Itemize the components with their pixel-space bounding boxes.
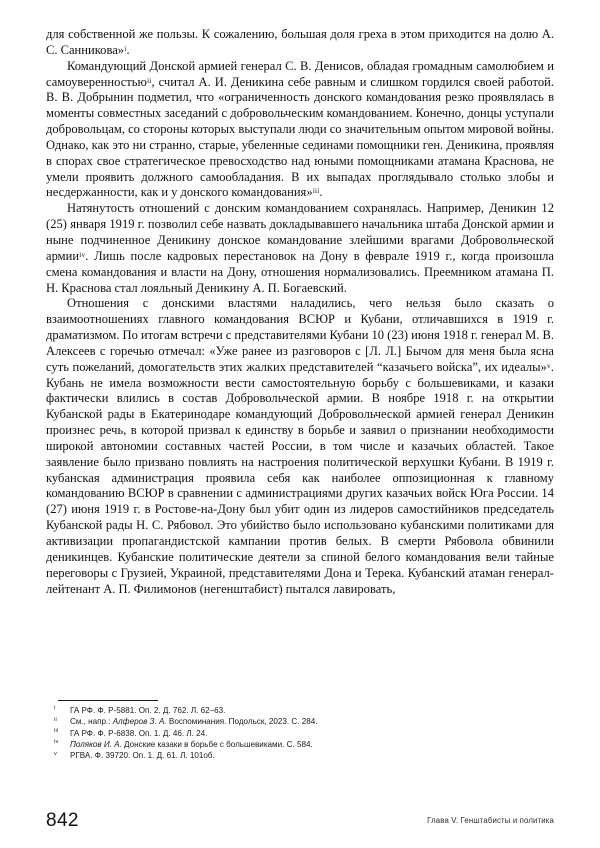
footnote-item-1 (46, 705, 554, 716)
footnote-ref-ii[interactable]: ii (147, 76, 152, 85)
footnote-marker-v: v (54, 750, 57, 757)
footnote-list (46, 705, 554, 762)
footnote-item-5 (46, 750, 554, 761)
paragraph-2 (46, 59, 554, 202)
footnote-ref-iii[interactable]: iii (312, 187, 320, 196)
footnote-text-ii (70, 716, 554, 727)
paragraph-3-text: Натянутость отношений с донским командованием сохранялась. Например, Деникин 12 (25) января 1919 г. позволил себе назвать докладывавшего начальника штаба Донской армии и ныне подчиненное Деникину донское командование злейшими врагами Добровольческой армии (46, 201, 554, 263)
footnote-section (46, 700, 554, 762)
footnote-text-iii (70, 728, 554, 739)
footnote-text-ii-rest: Воспоминания. Подольск, 2023. С. 284. (166, 717, 318, 727)
page-footer (46, 806, 554, 831)
footnote-ref-iv[interactable]: iv (79, 250, 86, 259)
footnote-text-iv (70, 739, 554, 750)
paragraph-1 (46, 27, 554, 59)
footnote-text-v (70, 750, 554, 761)
paragraph-4-text: Отношения с донскими властями наладились, чего нельзя было сказать о взаимоотношениях главного командования ВСЮР и Кубани, отличавшихся в 1919 г. драматизмом. По итогам встречи с представителями Кубани 10 (23) июня 1918 г. генерал М. В. Алексеев с горечью отмечал: «Уже ранее из разговоров с [Л. Л.] Бычом для меня была ясна суть пожеланий, домогательств этих жалких представителей “казачьего войска”, их идеалы» (46, 296, 554, 374)
footnote-marker-iii: iii (54, 727, 59, 734)
paragraph-2-middle: , считал А. И. Деникина себе равным и слишком гордился своей работой. В. В. Добрынин подметил, что «ограниченность донского командования резко проявлялась в моменты совместных заседаний с добровольческим командованием. Конечно, донцы уступали добровольцам, со стороны которых выступали люди со значительным опытом мировой войны. Однако, как это ни странно, старые, убеленные сединами помощники ген. Деникина, проявляя в спорах свое стратегическое превосходство над юными помощниками атамана Краснова, не умели проявить должного самообладания. В их выпадах проглядывало столько злобы и несдержанности, как и у донского командования» (46, 74, 554, 200)
footnote-text-iv-rest: Донские казаки в борьбе с большевиками. С. 584. (121, 740, 313, 750)
paragraph-4 (46, 296, 554, 597)
paragraph-4-tail: . Кубань не имела возможности вести самостоятельную борьбу с большевиками, и казаки фактически влились в состав Добровольческой армии. В ноябре 1918 г. на открытии Кубанской рады в Екатеринодаре командующий Добровольческой армией генерал Деникин произнес речь, в которой призвал к единству в борьбе и заявил о признании необходимости широкой автономии составных частей России, в том числе и казачьих областей. Такое заявление было призвано повлиять на настроения политической верхушки Кубани. В 1919 г. кубанская администрация проявила себя как наиболее оппозиционная к главному командованию ВСЮР в сравнении с администрациями других казачьих войск Юга России. 14 (27) июня 1919 г. в Ростове-на-Дону был убит один из лидеров самостийников председатель Кубанской рады Н. С. Рябовол. Это убийство было использовано кубанскими политиками для активизации пропагандистской кампании против белых. В смерти Рябовола обвинили деникинцев. Кубанские политические деятели за спиной белого командования вели тайные переговоры с Грузией, Украиной, представителями Дона и Терека. Кубанский атаман генерал-лейтенант А. П. Филимонов (негенштабист) пытался лавировать, (46, 359, 554, 596)
footnote-text-v-plain: РГВА. Ф. 39720. Оп. 1. Д. 61. Л. 101об. (70, 751, 215, 761)
footnote-item-3 (46, 728, 554, 739)
paragraph-1-text: для собственной же пользы. К сожалению, большая доля греха в этом приходится на долю А. С. Санникова» (46, 27, 554, 57)
running-chapter-title: Глава V. Генштабисты и политика (427, 816, 554, 825)
paragraph-1-tail: . (126, 42, 130, 57)
footnote-item-4 (46, 739, 554, 750)
footnote-text-i (70, 705, 554, 716)
footnote-marker-i: i (54, 705, 56, 712)
footnote-text-ii-author: Алферов З. А. (112, 717, 167, 727)
paragraph-3-tail: . Лишь после кадровых перестановок на Дону в феврале 1919 г., когда произошла смена командования и власти на Дону, отношения нормализовались. Преемником атамана П. Н. Краснова стал лояльный Деникину А. П. Богаевский. (46, 248, 554, 295)
footnote-text-iv-author: Поляков И. А. (70, 740, 122, 750)
footnote-item-2 (46, 716, 554, 727)
footnote-ref-v[interactable]: v (547, 361, 551, 370)
footnote-marker-ii: ii (54, 716, 57, 723)
footnote-separator-rule (58, 700, 158, 701)
footnote-text-ii-prefix: См., напр.: (70, 717, 113, 727)
page-number: 842 (46, 810, 79, 831)
paragraph-2-tail: . (319, 185, 323, 200)
paragraph-2-text: Командующий Донской армией генерал С. В. Денисов, обладая громадным самолюбием и самоуверенностью (46, 58, 554, 89)
footnote-marker-iv: iv (54, 739, 59, 746)
body-text-block (46, 27, 554, 597)
paragraph-3 (46, 201, 554, 296)
footnote-ref-i[interactable]: i (124, 44, 127, 53)
footnote-text-iii-plain: ГА РФ. Ф. Р-6838. Оп. 1. Д. 46. Л. 24. (70, 728, 208, 738)
footnote-text-i-plain: ГА РФ. Ф. Р-5881. Оп. 2. Д. 762. Л. 62–63. (70, 706, 226, 715)
